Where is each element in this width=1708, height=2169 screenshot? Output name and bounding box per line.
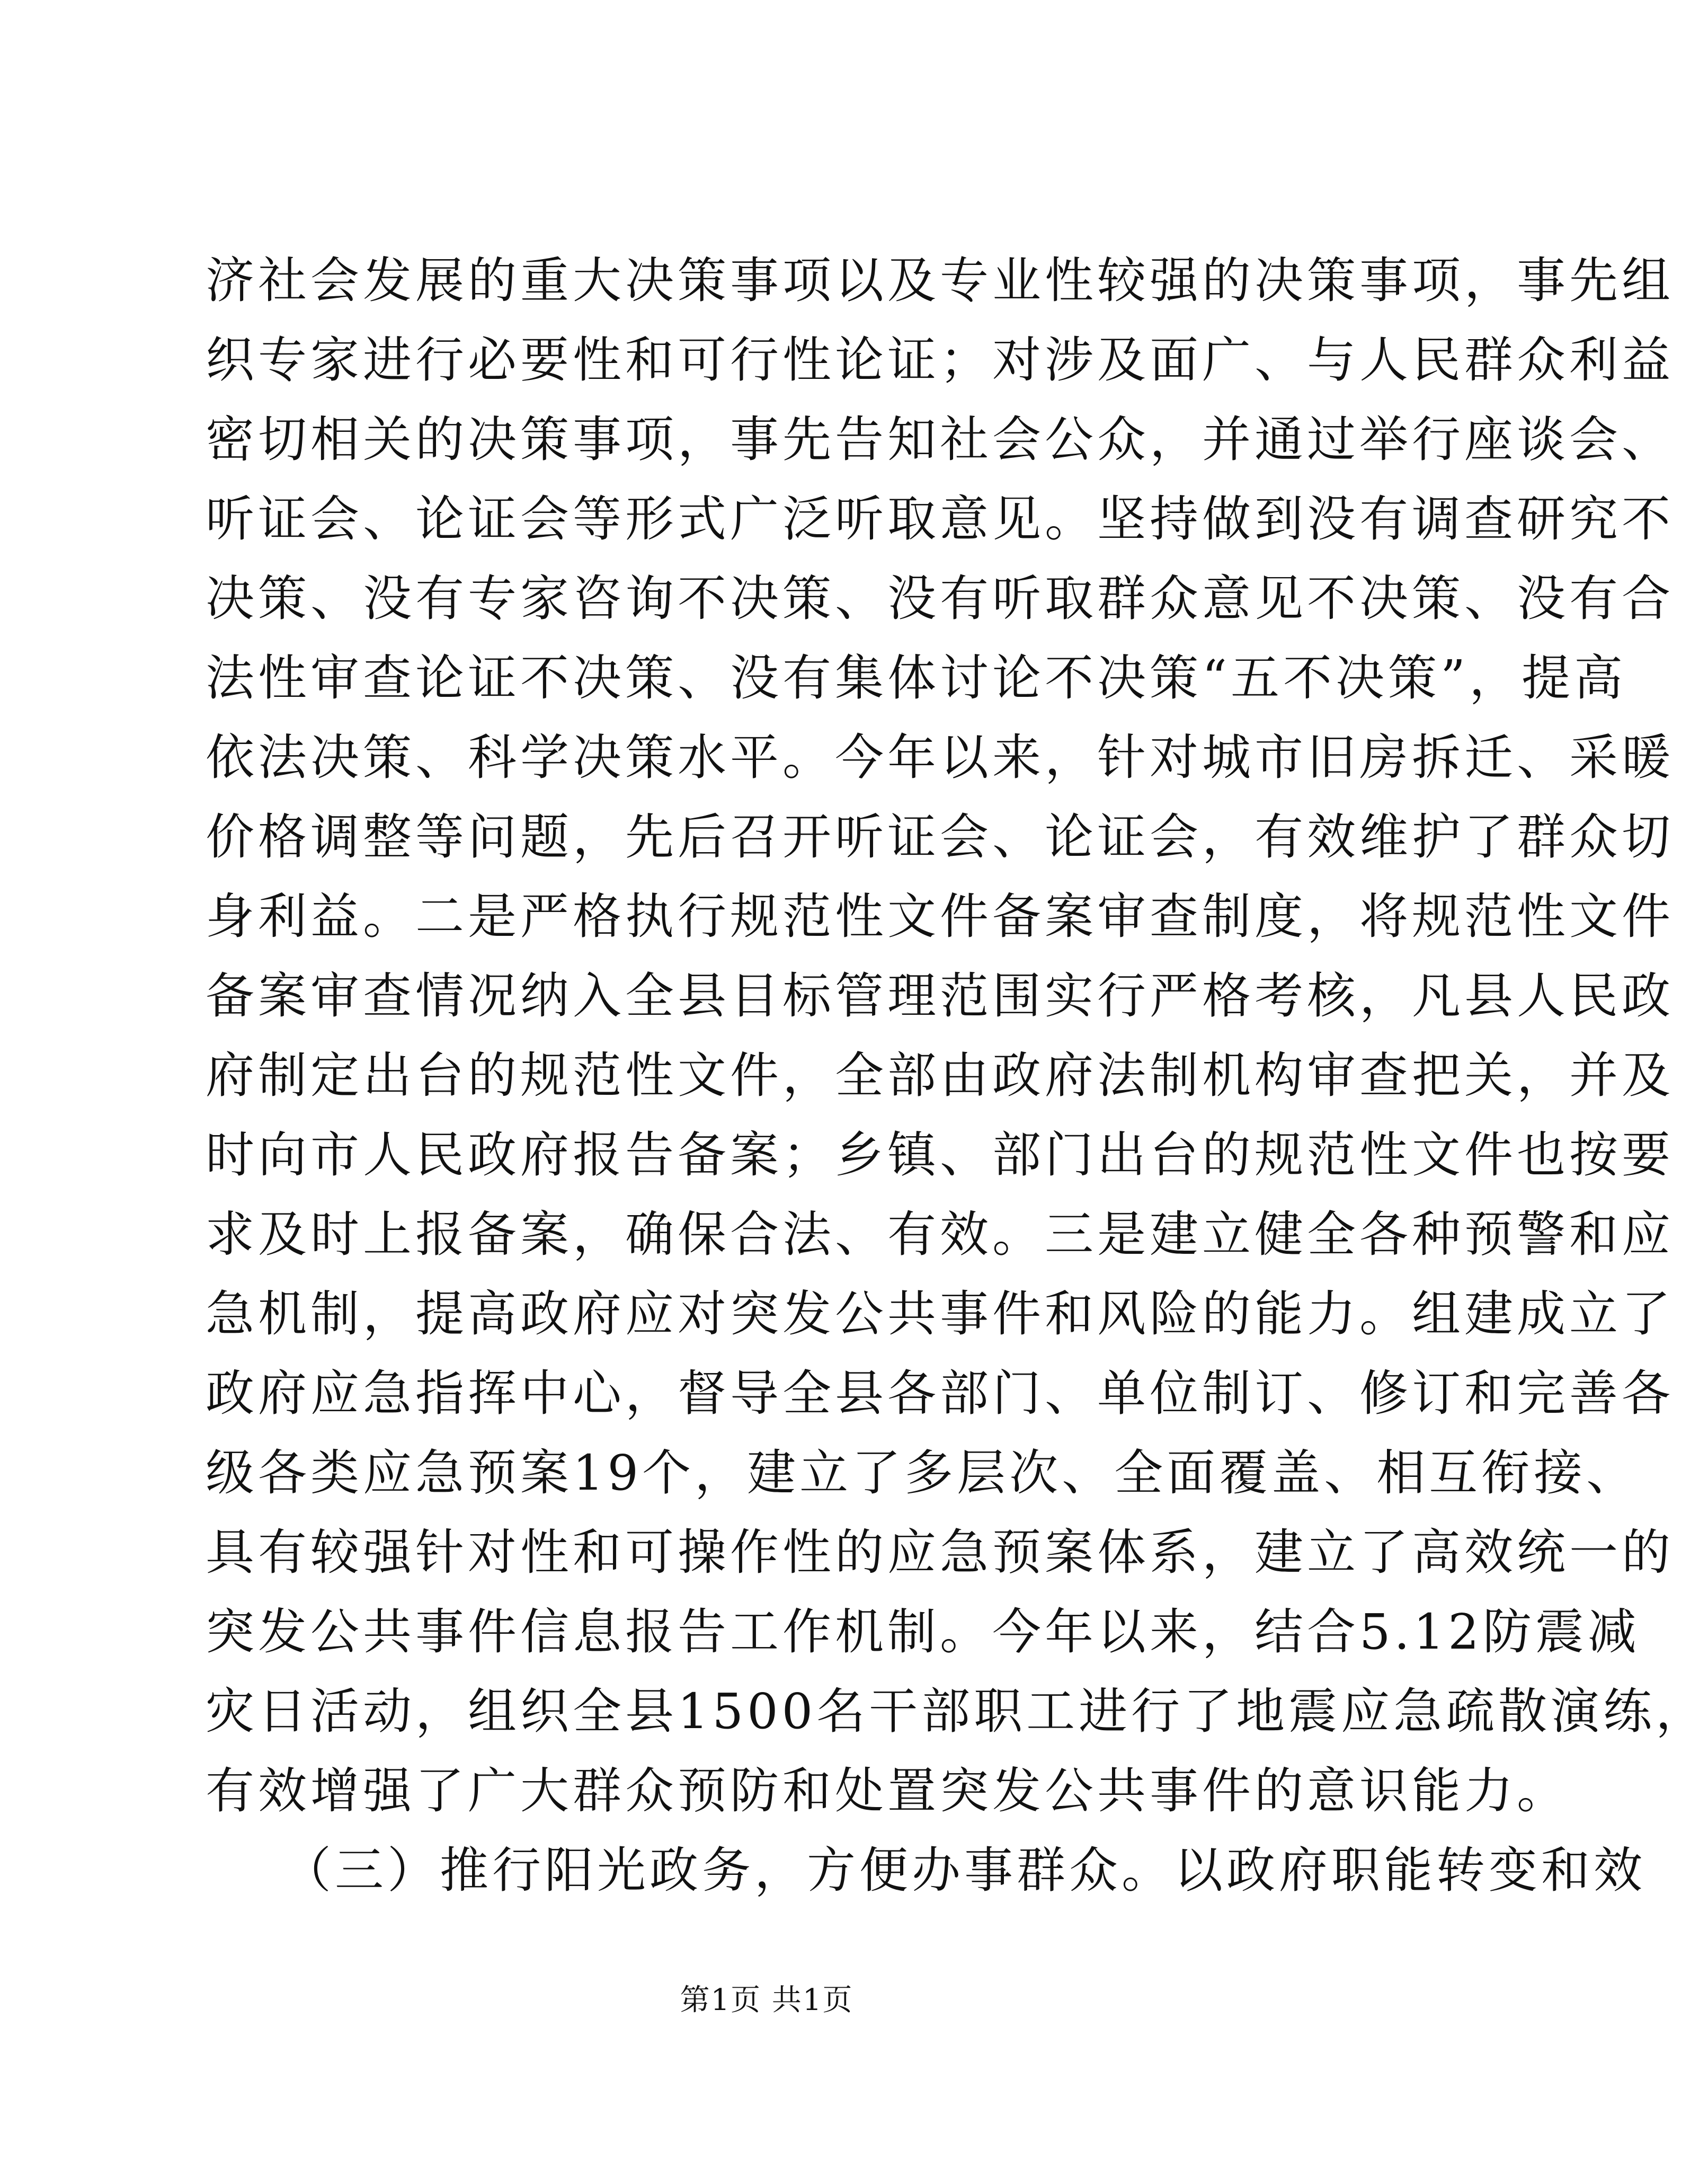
page-footer: 第1页 共1页 xyxy=(680,1983,853,2017)
section-heading-line: （三）推行阳光政务，方便办事群众。以政府职能转变和效 xyxy=(206,1842,1646,1899)
text-line: 具有较强针对性和可操作性的应急预案体系，建立了高效统一的 xyxy=(206,1524,1675,1581)
text-line: 听证会、论证会等形式广泛听取意见。坚持做到没有调查研究不 xyxy=(206,491,1675,547)
text-line: 有效增强了广大群众预防和处置突发公共事件的意识能力。 xyxy=(206,1763,1570,1819)
text-line: 政府应急指挥中心，督导全县各部门、单位制订、修订和完善各 xyxy=(206,1365,1675,1422)
text-line: 时向市人民政府报告备案；乡镇、部门出台的规范性文件也按要 xyxy=(206,1127,1675,1183)
text-line: 府制定出台的规范性文件，全部由政府法制机构审查把关，并及 xyxy=(206,1047,1675,1104)
text-line: 灾日活动，组织全县1500名干部职工进行了地震应急疏散演练， xyxy=(206,1683,1708,1740)
text-line: 突发公共事件信息报告工作机制。今年以来，结合5.12防震减 xyxy=(206,1604,1640,1660)
text-line: 决策、没有专家咨询不决策、没有听取群众意见不决策、没有合 xyxy=(206,570,1675,627)
text-line: 依法决策、科学决策水平。今年以来，针对城市旧房拆迁、采暖 xyxy=(206,729,1675,786)
text-line: 求及时上报备案，确保合法、有效。三是建立健全各种预警和应 xyxy=(206,1206,1675,1263)
text-line: 急机制，提高政府应对突发公共事件和风险的能力。组建成立了 xyxy=(206,1286,1675,1342)
text-line: 织专家进行必要性和可行性论证；对涉及面广、与人民群众利益 xyxy=(206,332,1675,388)
text-line: 备案审查情况纳入全县目标管理范围实行严格考核，凡县人民政 xyxy=(206,968,1675,1024)
text-line: 价格调整等问题，先后召开听证会、论证会，有效维护了群众切 xyxy=(206,809,1675,865)
text-line: 济社会发展的重大决策事项以及专业性较强的决策事项，事先组 xyxy=(206,252,1675,309)
text-line: 密切相关的决策事项，事先告知社会公众，并通过举行座谈会、 xyxy=(206,411,1675,468)
text-line: 法性审查论证不决策、没有集体讨论不决策“五不决策”，提高 xyxy=(206,650,1627,706)
text-line: 身利益。二是严格执行规范性文件备案审查制度，将规范性文件 xyxy=(206,888,1675,945)
text-line: 级各类应急预案19个，建立了多层次、全面覆盖、相互衔接、 xyxy=(206,1445,1639,1501)
